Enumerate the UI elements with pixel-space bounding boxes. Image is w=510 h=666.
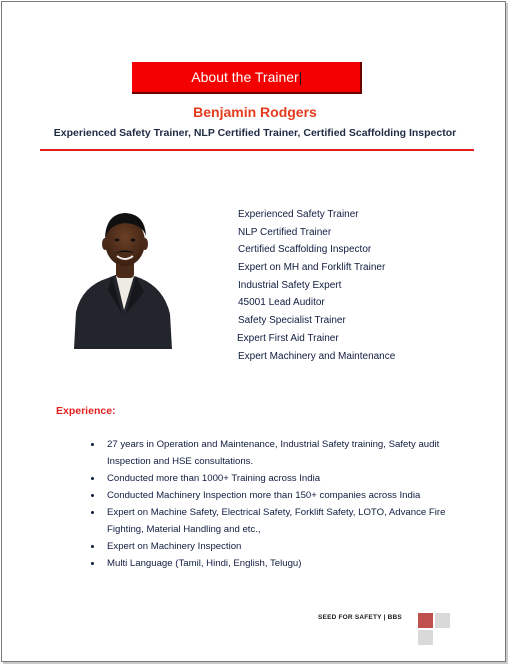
footer-text: SEED FOR SAFETY | BBS [318,614,402,621]
bullet-icon [91,545,94,548]
trainer-photo [72,204,172,349]
about-title-box [132,62,362,94]
credential-item: 45001 Lead Auditor [238,297,325,309]
experience-item-text: Expert on Machine Safety, Electrical Safety, Forklift Safety, LOTO, Advance Fire Fighting, Material Handling and etc., [107,507,446,535]
credentials-list [238,206,395,365]
experience-item [90,504,470,538]
divider-rule [40,149,474,151]
experience-item-text: Conducted more than 1000+ Training across India [107,473,321,484]
experience-item-text: Expert on Machinery Inspection [107,541,242,552]
experience-item-text: Multi Language (Tamil, Hindi, English, Telugu) [107,558,302,569]
credential-item: Expert on MH and Forklift Trainer [238,262,386,274]
credential-item: NLP Certified Trainer [238,226,332,238]
credential-item: Expert First Aid Trainer [237,332,339,344]
credential-item: Expert Machinery and Maintenance [238,350,396,362]
experience-item [90,470,470,487]
experience-item-text: Conducted Machinery Inspection more than 150+ companies across India [107,490,421,501]
experience-item-text: 27 years in Operation and Maintenance, Industrial Safety training, Safety audit Inspection and HSE consultations. [107,439,440,467]
squares-logo-icon [418,613,452,647]
text-cursor [300,72,301,85]
bullet-icon [91,443,94,446]
bullet-icon [91,494,94,497]
experience-heading: Experience: [56,405,116,417]
experience-item [90,538,470,555]
about-title: About the Trainer [191,69,299,85]
bullet-icon [91,511,94,514]
experience-list [90,436,470,572]
credential-item: Experienced Safety Trainer [238,209,359,220]
experience-item [90,555,470,572]
logo-square-grey [435,613,450,628]
trainer-name: Benjamin Rodgers [193,104,317,120]
trainer-subtitle: Experienced Safety Trainer, NLP Certified Trainer, Certified Scaffolding Inspector [53,127,457,139]
credential-item: Industrial Safety Expert [238,279,342,291]
logo-square-red [418,613,433,628]
logo-square-grey [418,630,433,645]
credential-item: Certified Scaffolding Inspector [238,244,372,256]
bullet-icon [91,562,94,565]
bullet-icon [91,477,94,480]
experience-item [90,487,470,504]
experience-item [90,436,470,470]
credential-item: Safety Specialist Trainer [238,315,346,327]
